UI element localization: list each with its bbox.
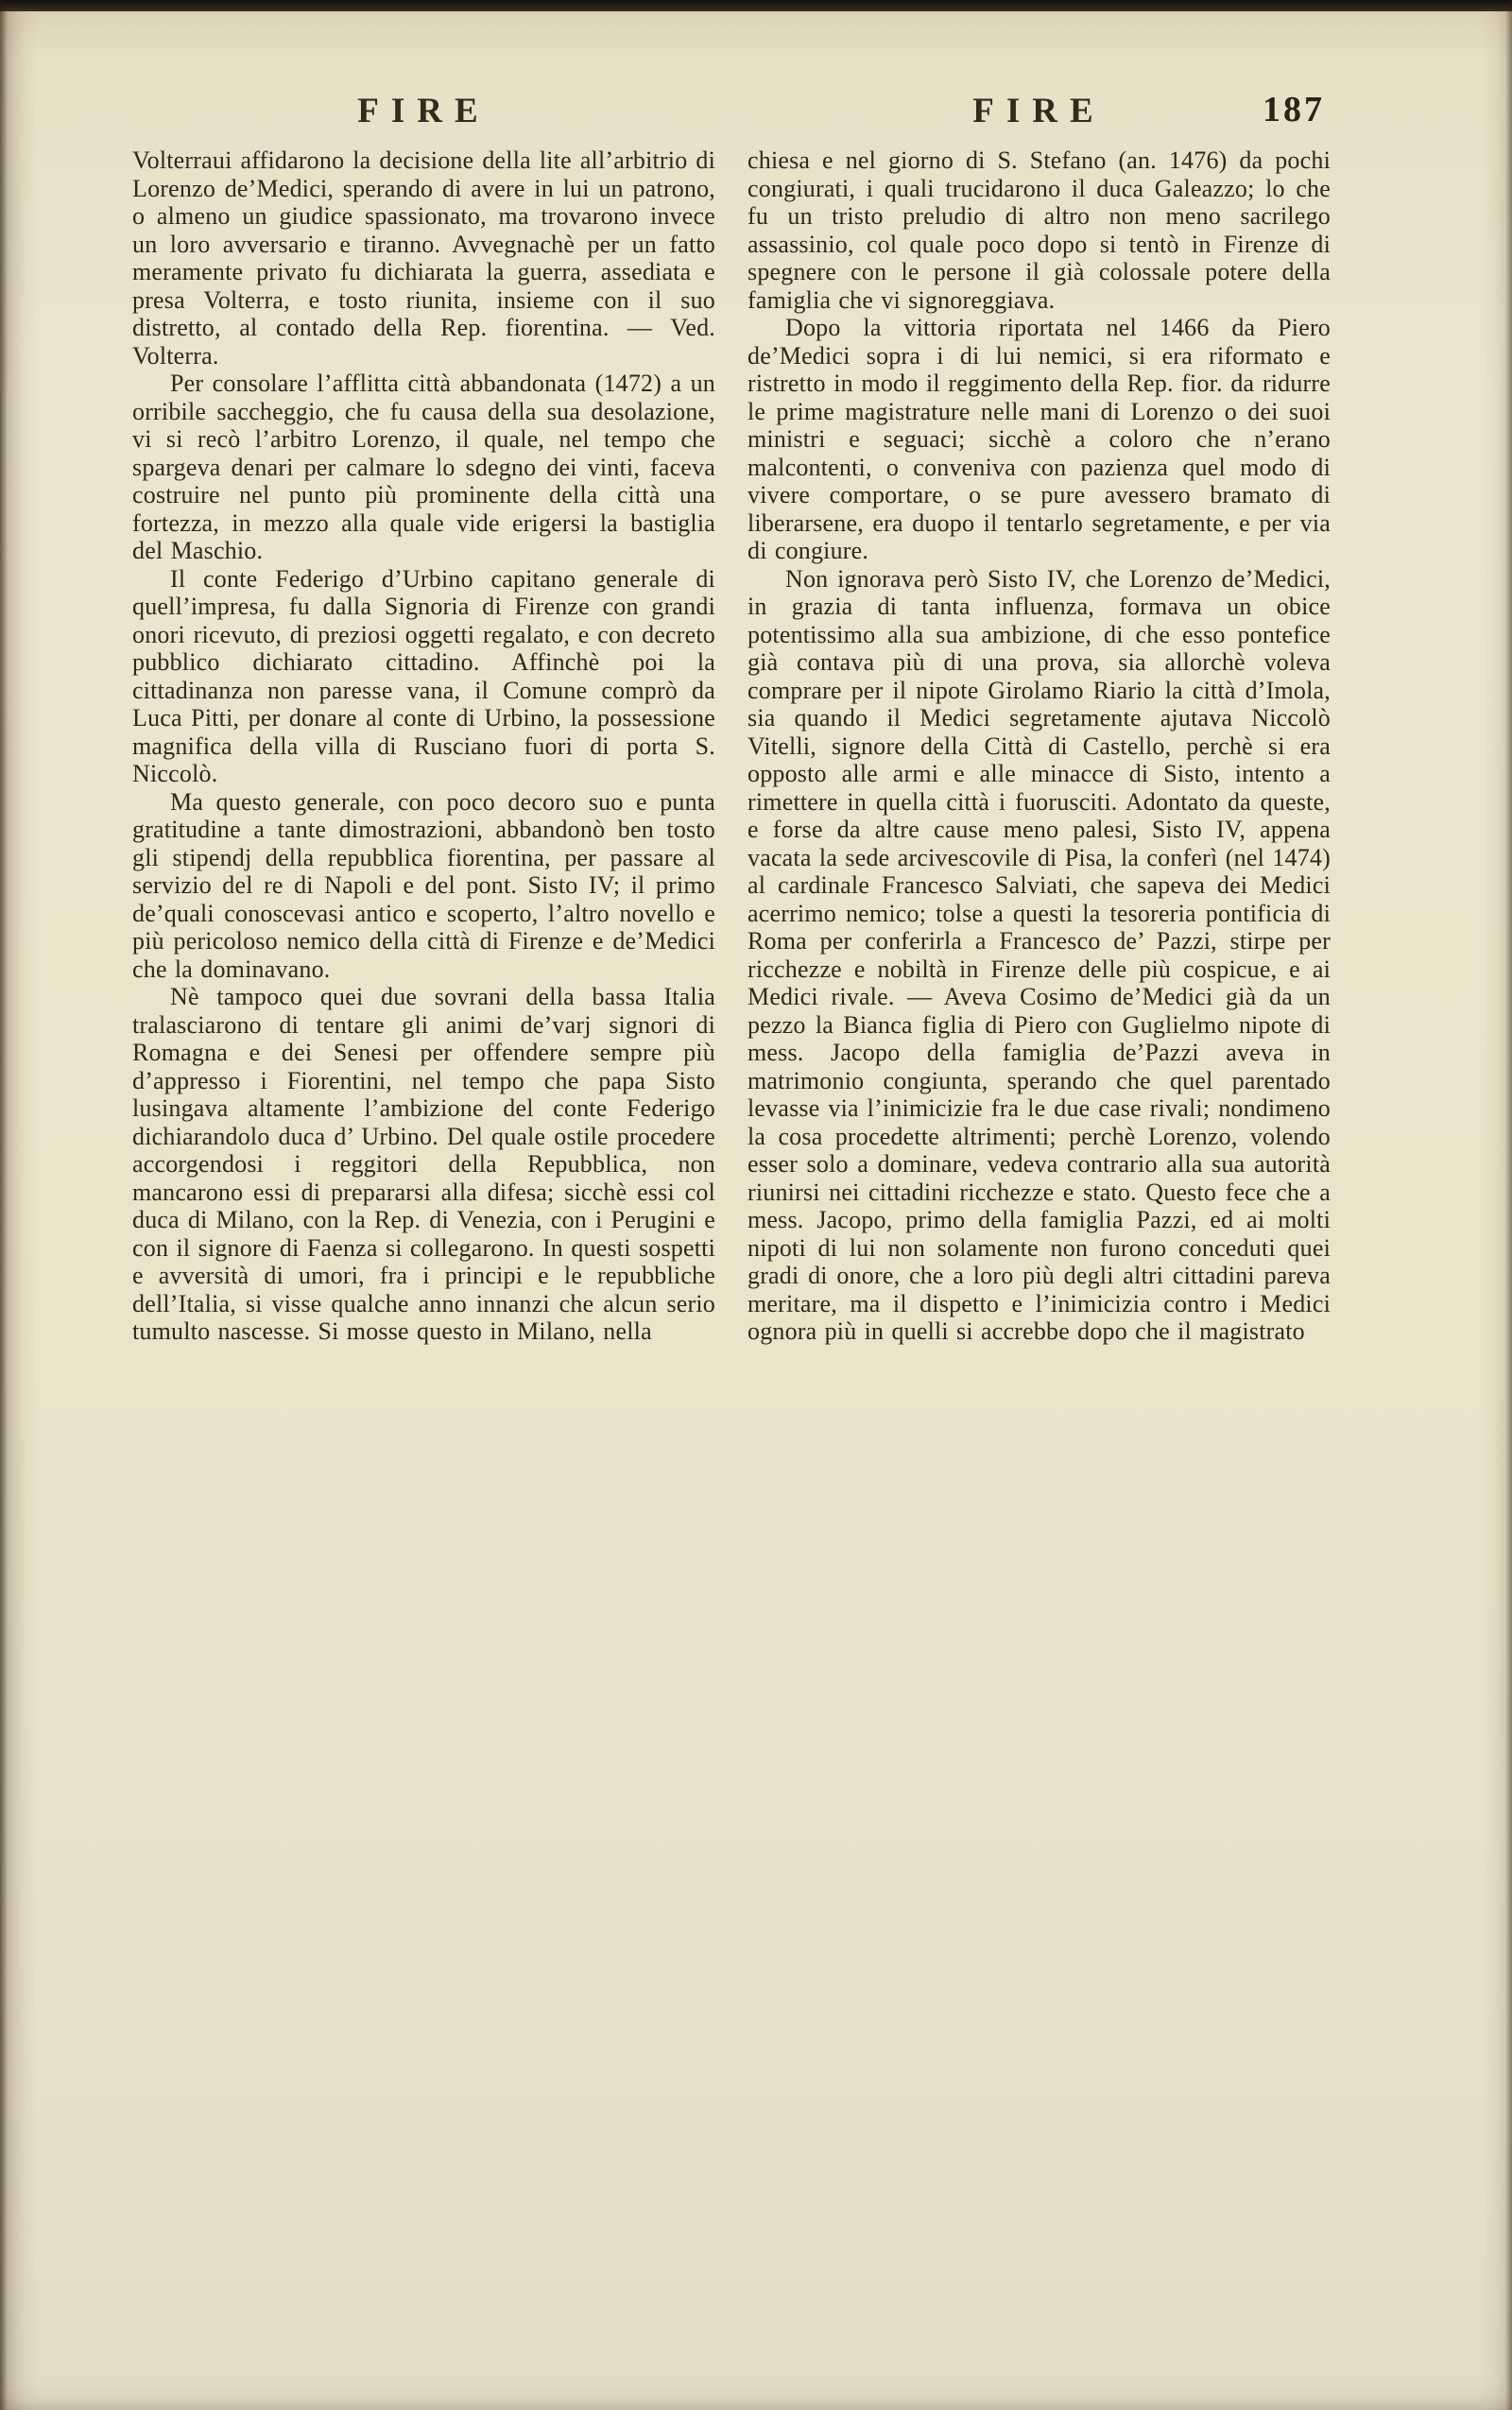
scan-edge-top <box>0 0 1512 11</box>
text-column-right <box>747 146 1331 1346</box>
page-content <box>0 91 1512 1346</box>
text-column-left <box>132 146 715 1346</box>
page-number: 187 <box>1263 90 1325 129</box>
paragraph: Per consolare l’afflitta città abbandonata (1472) a un orribile saccheggio, che fu causa della sua desolazione, vi si recò l’arbitro Lorenzo, il quale, nel tempo che spargeva denari per calmare lo sdegno dei vinti, faceva costruire nel punto più prominente della città una fortezza, in mezzo alla quale vide erigersi la bastiglia del Maschio. <box>132 370 715 564</box>
paragraph: Il conte Federigo d’Urbino capitano generale di quell’impresa, fu dalla Signoria di Firenze con grandi onori ricevuto, di preziosi oggetti regalato, e con decreto pubblico dichiarato cittadino. Affinchè poi la cittadinanza non paresse vana, il Comune comprò da Luca Pitti, per donare al conte di Urbino, la possessione magnifica della villa di Rusciano fuori di porta S. Niccolò. <box>132 564 715 787</box>
paragraph: Nè tampoco quei due sovrani della bassa Italia tralasciarono di tentare gli animi de’varj signori di Romagna e dei Senesi per offendere sempre più d’appresso i Fiorentini, nel tempo che papa Sisto lusingava altamente l’ambizione del conte Federigo dichiarandolo duca d’ Urbino. Del quale ostile procedere accorgendosi i reggitori della Repubblica, non mancarono essi di prepararsi alla difesa; sicchè essi col duca di Milano, con la Rep. di Venezia, con i Perugini e con il signore di Faenza si collegarono. In questi sospetti e avversità di umori, fra i principi e le repubbliche dell’Italia, si visse qualche anno innanzi che alcun serio tumulto nascesse. Si mosse questo in Milano, nella <box>132 983 715 1345</box>
running-head-right: FIRE <box>972 92 1106 130</box>
paragraph: Volterraui affidarono la decisione della lite all’arbitrio di Lorenzo de’Medici, sperando di avere in lui un patrono, o almeno un giudice spassionato, ma trovarono invece un loro avversario e tiranno. Avvegnachè per un fatto meramente privato fu dichiarata la guerra, assediata e presa Volterra, e tosto riunita, insieme con il suo distretto, al contado della Rep. fiorentina. — Ved. Volterra. <box>132 146 715 370</box>
running-head-left-cell <box>132 91 715 131</box>
running-header <box>0 91 1512 131</box>
paragraph: Ma questo generale, con poco decoro suo e punta gratitudine a tante dimostrazioni, abbandonò ben tosto gli stipendj della repubblica fiorentina, per passare al servizio del re di Napoli e del pont. Sisto IV; il primo de’quali conoscevasi antico e scoperto, l’altro novello e più pericoloso nemico della città di Firenze e de’Medici che la dominavano. <box>132 787 715 983</box>
paragraph: Dopo la vittoria riportata nel 1466 da Piero de’Medici sopra i di lui nemici, si era riformato e ristretto in modo il reggimento della Rep. fior. da ridurre le prime magistrature nelle mani di Lorenzo o dei suoi ministri e seguaci; sicchè a coloro che n’erano malcontenti, o conveniva con pazienza quel modo di vivere comportare, o se pure avessero bramato di liberarsene, era duopo il tentarlo segretamente, e per via di congiure. <box>747 314 1331 564</box>
running-head-left: FIRE <box>357 92 490 130</box>
text-columns <box>0 146 1512 1346</box>
running-head-right-cell <box>747 91 1331 131</box>
paragraph: Non ignorava però Sisto IV, che Lorenzo de’Medici, in grazia di tanta influenza, formava un obice potentissimo alla sua ambizione, di che esso pontefice già contava più di una prova, sia allorchè voleva comprare per il nipote Girolamo Riario la città d’Imola, sia quando il Medici segretamente ajutava Niccolò Vitelli, signore della Città di Castello, perchè si era opposto alle armi e alle minacce di Sisto, intento a rimettere in quella città i fuorusciti. Adontato da queste, e forse da altre cause meno palesi, Sisto IV, appena vacata la sede arcivescovile di Pisa, la conferì (nel 1474) al cardinale Francesco Salviati, che sapeva dei Medici acerrimo nemico; tolse a questi la tesoreria pontificia di Roma per conferirla a Francesco de’ Pazzi, stirpe per ricchezze e nobiltà in Firenze delle più cospicue, e ai Medici rivale. — Aveva Cosimo de’Medici già da un pezzo la Bianca figlia di Piero con Guglielmo nipote di mess. Jacopo della famiglia de’Pazzi aveva in matrimonio congiunta, sperando che quel parentado levasse via l’inimicizie fra le due case rivali; nondimeno la cosa procedette altrimenti; perchè Lorenzo, volendo esser solo a dominare, vedeva contrario alla sua autorità riunirsi nei cittadini ricchezze e stato. Questo fece che a mess. Jacopo, primo della famiglia Pazzi, ed ai molti nipoti di lui non solamente non furono conceduti quei gradi di onore, che a loro più degli altri cittadini pareva meritare, ma il dispetto e l’inimicizia contro i Medici ognora più in quelli si accrebbe dopo che il magistrato <box>747 564 1331 1345</box>
paragraph: chiesa e nel giorno di S. Stefano (an. 1476) da pochi congiurati, i quali trucidarono il duca Galeazzo; lo che fu un tristo preludio di altro non meno sacrilego assassinio, col quale poco dopo si tentò in Firenze di spegnere con le persone il già colossale potere della famiglia che vi signoreggiava. <box>747 146 1331 314</box>
